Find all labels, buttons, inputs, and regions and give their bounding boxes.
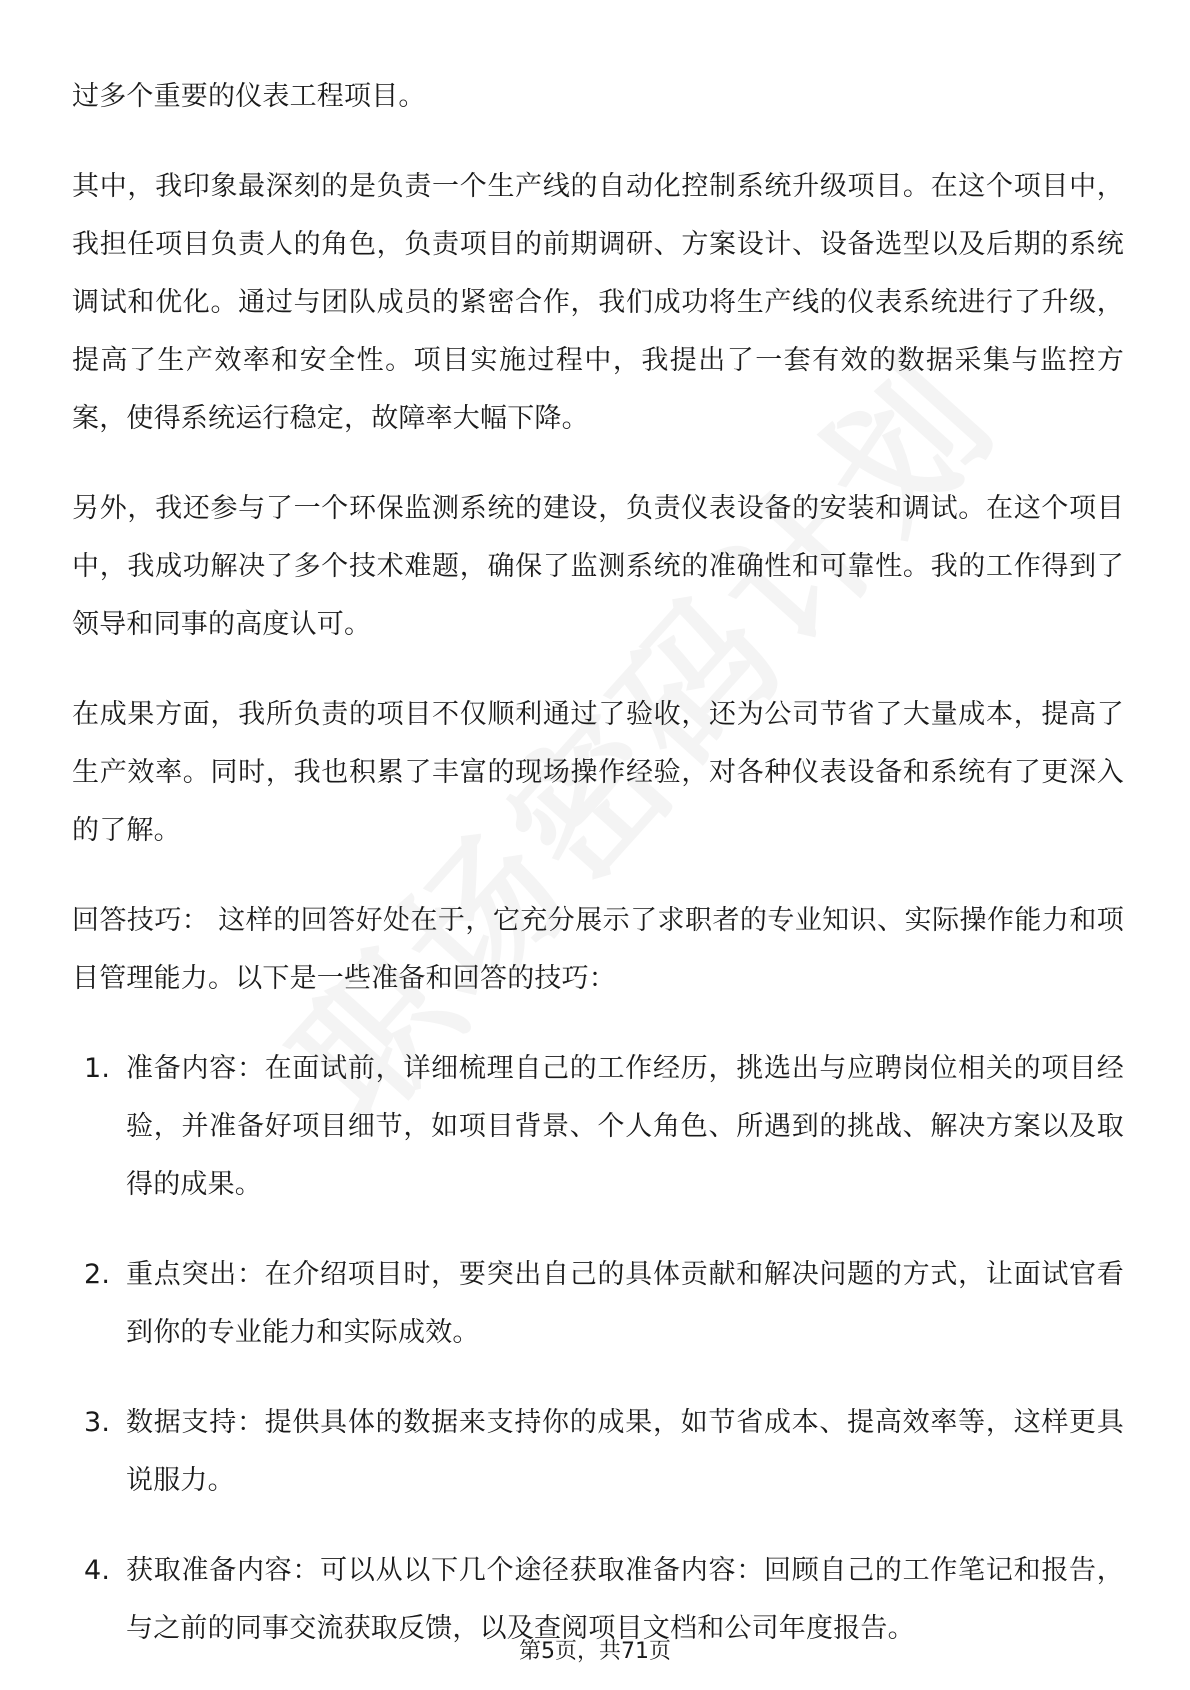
- list-item-text: 获取准备内容：可以从以下几个途径获取准备内容：回顾自己的工作笔记和报告，与之前的同事交流获取反馈，以及查阅项目文档和公司年度报告。: [126, 1555, 1124, 1644]
- list-item-text: 重点突出：在介绍项目时，要突出自己的具体贡献和解决问题的方式，让面试官看到你的专业能力和实际成效。: [126, 1259, 1124, 1348]
- page-content: [72, 68, 1124, 1690]
- list-item-text: 准备内容：在面试前，详细梳理自己的工作经历，挑选出与应聘岗位相关的项目经验，并准备好项目细节，如项目背景、个人角色、所遇到的挑战、解决方案以及取得的成果。: [126, 1053, 1124, 1200]
- list-item-number: 4.: [84, 1555, 111, 1586]
- list-item-number: 2.: [84, 1259, 111, 1290]
- paragraph-1: 过多个重要的仪表工程项目。: [72, 81, 426, 112]
- list-item: [72, 1246, 1124, 1362]
- list-item-number: 1.: [84, 1053, 111, 1084]
- paragraph-3: 另外，我还参与了一个环保监测系统的建设，负责仪表设备的安装和调试。在这个项目中，我成功解决了多个技术难题，确保了监测系统的准确性和可靠性。我的工作得到了领导和同事的高度认可。: [72, 493, 1124, 640]
- list-item-number: 3.: [84, 1407, 111, 1438]
- list-item: [72, 1040, 1124, 1214]
- paragraph-4: 在成果方面，我所负责的项目不仅顺利通过了验收，还为公司节省了大量成本，提高了生产效率。同时，我也积累了丰富的现场操作经验，对各种仪表设备和系统有了更深入的了解。: [72, 699, 1124, 846]
- tips-list: [72, 1040, 1124, 1658]
- paragraph-5: 回答技巧： 这样的回答好处在于，它充分展示了求职者的专业知识、实际操作能力和项目管理能力。以下是一些准备和回答的技巧：: [72, 905, 1124, 994]
- list-item: [72, 1394, 1124, 1510]
- list-item-text: 数据支持：提供具体的数据来支持你的成果，如节省成本、提高效率等，这样更具说服力。: [126, 1407, 1124, 1496]
- page-number: 第5页，共71页: [519, 1639, 671, 1664]
- paragraph-2: 其中，我印象最深刻的是负责一个生产线的自动化控制系统升级项目。在这个项目中，我担任项目负责人的角色，负责项目的前期调研、方案设计、设备选型以及后期的系统调试和优化。通过与团队成员的紧密合作，我们成功将生产线的仪表系统进行了升级，提高了生产效率和安全性。项目实施过程中，我提出了一套有效的数据采集与监控方案，使得系统运行稳定，故障率大幅下降。: [72, 171, 1124, 434]
